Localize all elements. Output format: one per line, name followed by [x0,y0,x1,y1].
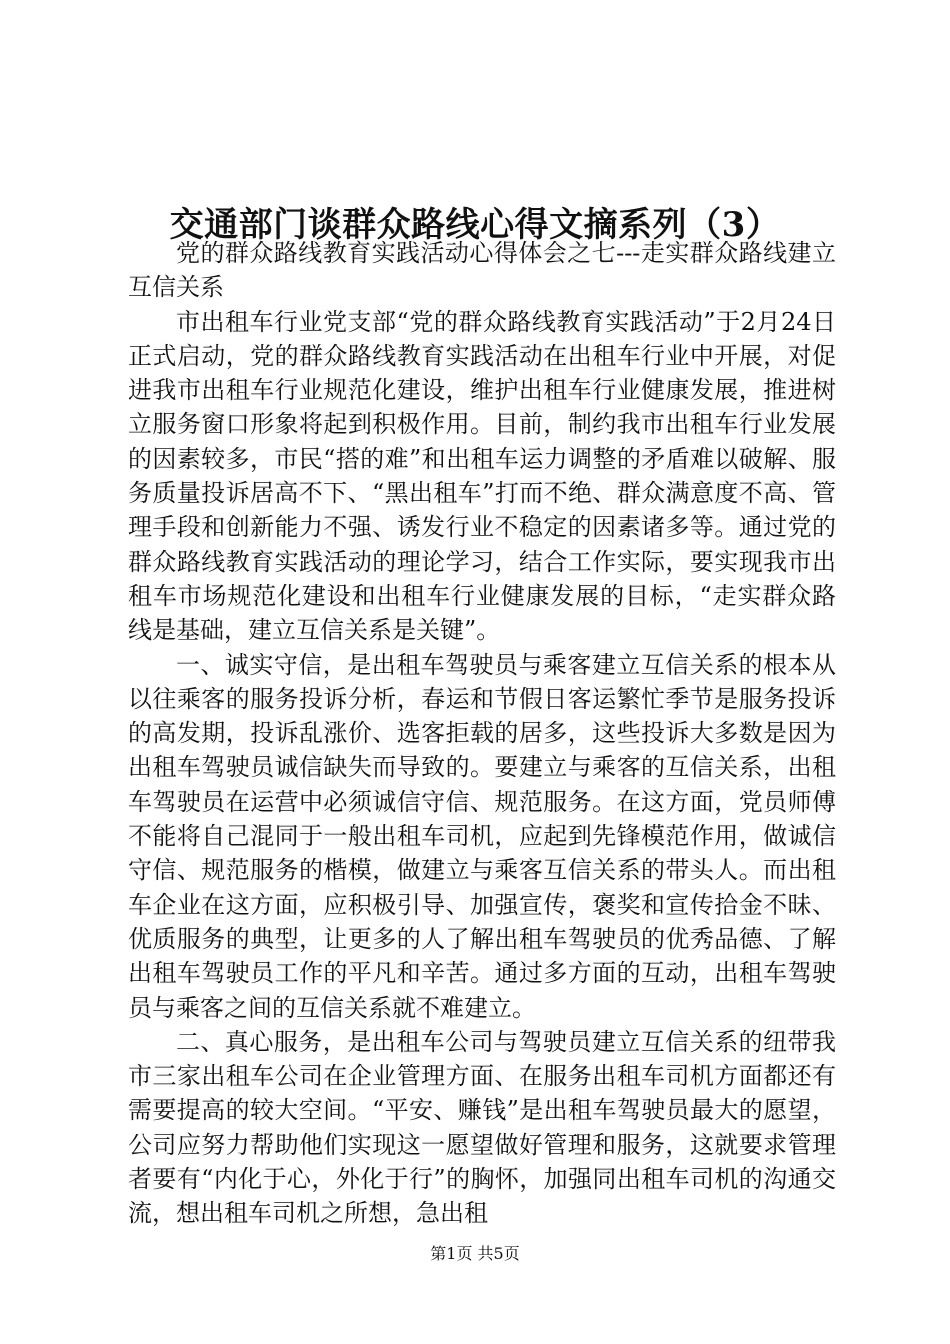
subtitle-paragraph: 党的群众路线教育实践活动心得体会之七---走实群众路线建立互信关系 [128,239,836,302]
page-number-footer: 第1页 共5页 [430,1244,520,1263]
section-one-paragraph: 一、诚实守信，是出租车驾驶员与乘客建立互信关系的根本从以往乘客的服务投诉分析，春运和节假日客运繁忙季节是服务投诉的高发期，投诉乱涨价、选客拒载的居多，这些投诉大多数是因为出租车驾驶员诚信缺失而导致的。要建立与乘客的互信关系，出租车驾驶员在运营中必须诚信守信、规范服务。在这方面，党员师傅不能将自己混同于一般出租车司机，应起到先锋模范作用，做诚信守信、规范服务的楷模，做建立与乘客互信关系的带头人。而出租车企业在这方面，应积极引导、加强宣传，褒奖和宣传拾金不昧、优质服务的典型，让更多的人了解出租车驾驶员的优秀品德、了解出租车驾驶员工作的平凡和辛苦。通过多方面的互动，出租车驾驶员与乘客之间的互信关系就不难建立。 [128,650,836,1022]
section-two-paragraph: 二、真心服务，是出租车公司与驾驶员建立互信关系的纽带我市三家出租车公司在企业管理方面、在服务出租车司机方面都还有需要提高的较大空间。“平安、赚钱”是出租车驾驶员最大的愿望，公司应努力帮助他们实现这一愿望做好管理和服务，这就要求管理者要有“内化于心，外化于行”的胸怀，加强同出租车司机的沟通交流，想出租车司机之所想，急出租 [128,1027,836,1228]
intro-paragraph: 市出租车行业党支部“党的群众路线教育实践活动”于2月24日正式启动，党的群众路线教育实践活动在出租车行业中开展，对促进我市出租车行业规范化建设，维护出租车行业健康发展，推进树立服务窗口形象将起到积极作用。目前，制约我市出租车行业发展的因素较多，市民“搭的难”和出租车运力调整的矛盾难以破解、服务质量投诉居高不下、“黑出租车”打而不绝、群众满意度不高、管理手段和创新能力不强、诱发行业不稳定的因素诸多等。通过党的群众路线教育实践活动的理论学习，结合工作实际，要实现我市出租车市场规范化建设和出租车行业健康发展的目标，“走实群众路线是基础，建立互信关系是关键”。 [128,307,836,645]
document-body [128,236,836,1231]
document-title: 交通部门谈群众路线心得文摘系列（3） [169,204,781,245]
